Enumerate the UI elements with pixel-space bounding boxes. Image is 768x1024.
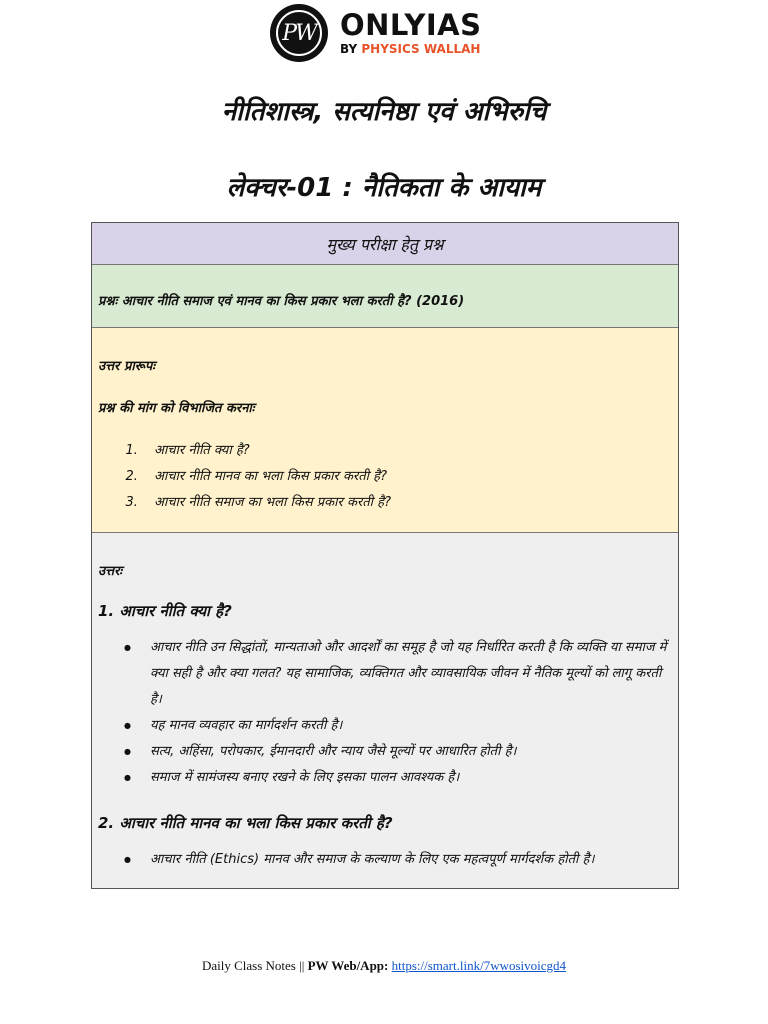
brand-tagline: BY PHYSICS WALLAH xyxy=(340,42,481,56)
brand-name: ONLYIAS xyxy=(340,8,482,42)
table-heading: मुख्य परीक्षा हेतु प्रश्न xyxy=(92,223,678,265)
lecture-title: लेक्चर-01 : नैतिकता के आयाम xyxy=(226,173,542,203)
list-item: ● यह मानव व्यवहार का मार्गदर्शन करती है। xyxy=(144,713,678,739)
footer-link[interactable]: https://smart.link/7wwosivoicgd4 xyxy=(391,958,567,973)
section1-list xyxy=(98,635,678,791)
brand-org: PHYSICS WALLAH xyxy=(361,42,481,56)
section-heading: 1. आचार नीति क्या है? xyxy=(98,602,232,620)
list-item: ● सत्य, अहिंसा, परोपकार, ईमानदारी और न्याय जैसे मूल्यों पर आधारित होती है। xyxy=(144,739,678,765)
list-item: 2. आचार नीति मानव का भला किस प्रकार करती है? xyxy=(142,464,678,490)
outline-list xyxy=(98,438,678,516)
list-item: ● आचार नीति (Ethics) मानव और समाज के कल्याण के लिए एक महत्वपूर्ण मार्गदर्शक होती है। xyxy=(144,847,678,873)
footer-prefix: Daily Class Notes || xyxy=(201,958,305,973)
section2-list xyxy=(98,847,678,873)
question-table xyxy=(91,222,679,889)
footer-app-label: PW Web/App: xyxy=(307,958,389,973)
subject-title: नीतिशास्त्र, सत्यनिष्ठा एवं अभिरुचि xyxy=(221,97,547,127)
list-item: ● समाज में सामंजस्य बनाए रखने के लिए इसका पालन आवश्यक है। xyxy=(144,765,678,791)
demand-label: प्रश्न की मांग को विभाजित करनाः xyxy=(98,401,255,416)
section-heading: 2. आचार नीति मानव का भला किस प्रकार करती है? xyxy=(98,814,393,832)
question-row xyxy=(92,265,678,328)
list-item: 3. आचार नीति समाज का भला किस प्रकार करती है? xyxy=(142,490,678,516)
answer-row xyxy=(92,533,678,888)
list-item: 1. आचार नीति क्या है? xyxy=(142,438,678,464)
brand-text xyxy=(340,10,482,56)
pw-logo-icon: PW xyxy=(270,4,328,62)
answer-label: उत्तरः xyxy=(98,564,123,579)
outline-label: उत्तर प्रारूपः xyxy=(98,359,155,374)
page-footer xyxy=(0,958,768,974)
brand-logo xyxy=(270,0,500,66)
list-item: ● आचार नीति उन सिद्धांतों, मान्यताओ और आदर्शों का समूह है जो यह निर्धारित करती है कि व्यक्ति या समाज में क्या सही है और क्या गलत? यह सामाजिक, व्यक्तिगत और व्यावसायिक जीवन में नैतिक मूल्यों को लागू करती है। xyxy=(144,635,678,713)
question-text: प्रश्नः आचार नीति समाज एवं मानव का किस प्रकार भला करती है? (2016) xyxy=(98,294,465,309)
answer-outline-row xyxy=(92,328,678,533)
